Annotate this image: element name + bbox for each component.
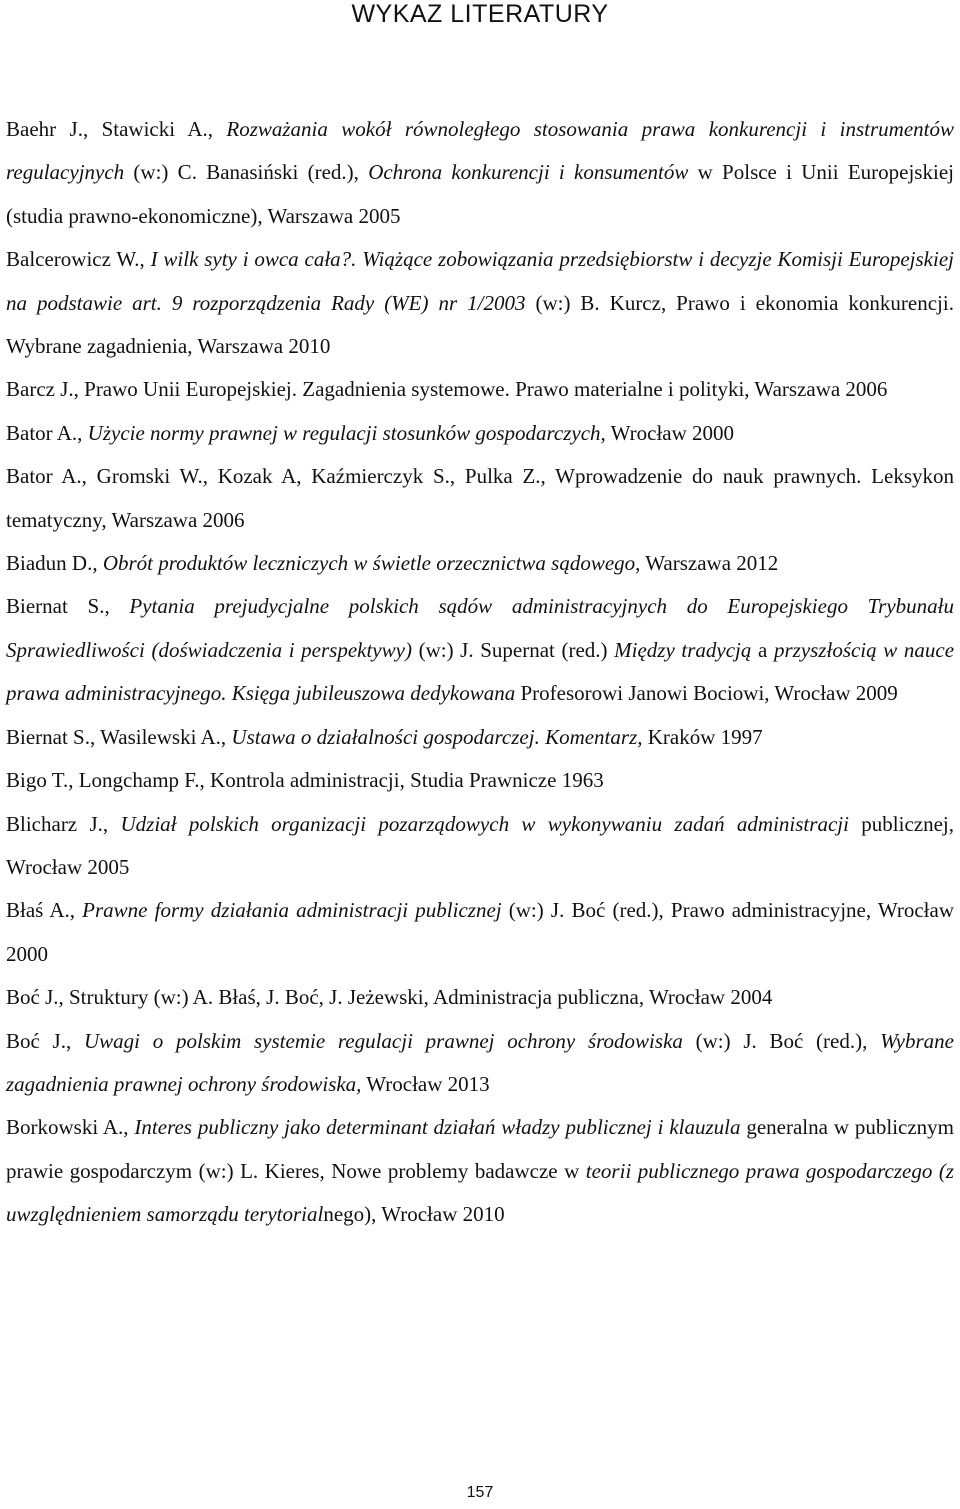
entry-title-italic: I wilk syty i owca cała?. Wiążące zobowiązania przedsiębiorstw i decyzje Komisji Europejskiej na podstawie art. 9 rozporządzenia Rady (WE) nr 1/2003 [6,247,954,315]
entry-title-italic: Udział polskich organizacji pozarządowych w wykonywaniu zadań administracji [120,811,849,836]
entry-text: Bator A., [6,420,88,445]
entry-title-italic: Pytania prejudycjalne polskich sądów administracyjnych do Europejskiego Trybunału Sprawiedliwości (doświadczenia i perspektywy) [6,594,954,662]
bibliography-entry [6,1106,954,1236]
bibliography-entry [6,412,954,455]
entry-text: Kraków 1997 [642,724,763,749]
entry-title-italic: Uwagi o polskim systemie regulacji prawnej ochrony środowiska [83,1028,683,1053]
bibliography-entry [6,455,954,542]
entry-text: Boć J., Struktury (w:) A. Błaś, J. Boć, J. Jeżewski, Administracja publiczna, Wrocław 2004 [6,985,773,1010]
entry-text: Blicharz J., [6,811,121,836]
page-title: WYKAZ LITERATURY [351,0,609,28]
bibliography-entry [6,585,954,715]
bibliography-entry [6,716,954,759]
bibliography-entry [6,238,954,368]
entry-title-italic: Ustawa o działalności gospodarczej. Komentarz, [231,724,643,749]
entry-text: a [751,637,774,662]
bibliography-entry [6,108,954,238]
entry-text: (w:) C. Banasiński (red.), [124,160,369,185]
entry-text: Balcerowicz W., [6,247,151,272]
entry-text: Baehr J., Stawicki A., [6,117,227,141]
entry-title-italic: teorii publicznego prawa gospodarczego (z uwzględnieniem samorządu terytorial [6,1158,954,1227]
entry-title-italic: przyszłością w nauce prawa administracyjnego. Księga jubileuszowa dedykowana [6,637,955,706]
entry-title-italic: Obrót produktów leczniczych w świetle orzecznictwa sądowego [102,551,636,576]
bibliography-entry [6,368,954,411]
entry-text: generalna w publicznym prawie gospodarczym (w:) L. Kieres, Nowe problemy badawcze w [6,1115,954,1183]
entry-title-italic: Prawne formy działania administracji publicznej [82,898,502,923]
entry-text: Biernat S., [6,594,130,619]
entry-title-italic: Wybrane zagadnienia prawnej ochrony środowiska, [6,1028,954,1096]
entry-title-italic: Rozważania wokół równoległego stosowania prawa konkurencji i instrumentów regulacyjnych [6,117,954,185]
entry-text: , Warszawa 2012 [635,551,779,576]
entry-text: Biadun D., [6,551,103,576]
bibliography-entry [6,542,954,585]
entry-text: Wrocław 2013 [361,1071,490,1096]
entry-text: Biernat S., Wasilewski A., [6,724,232,749]
entry-title-italic: Użycie normy prawnej w regulacji stosunków gospodarczych, [87,420,606,445]
entry-text: (w:) J. Boć (red.), [682,1028,881,1053]
entry-text: (w:) J. Supernat (red.) [411,637,615,662]
bibliography-list [6,108,954,1237]
bibliography-entry [6,976,954,1019]
entry-title-italic: Między tradycją [614,637,752,662]
bibliography-entry [6,759,954,802]
entry-text: Błaś A., [6,898,83,923]
entry-text: Boć J., [6,1028,84,1053]
entry-text: Wrocław 2000 [605,420,735,445]
bibliography-entry [6,1020,954,1107]
entry-text: (w:) J. Boć (red.), Prawo administracyjne, Wrocław 2000 [6,898,954,966]
bibliography-entry [6,889,954,976]
entry-text: Bigo T., Longchamp F., Kontrola administracji, Studia Prawnicze 1963 [6,768,604,793]
entry-text: w Polsce i Unii Europejskiej (studia prawno-ekonomiczne), Warszawa 2005 [6,160,954,228]
entry-title-italic: Ochrona konkurencji i konsumentów [368,160,689,185]
entry-text: (w:) B. Kurcz, Prawo i ekonomia konkurencji. Wybrane zagadnienia, Warszawa 2010 [6,290,954,359]
entry-text: Borkowski A., [6,1115,135,1140]
entry-text: Profesorowi Janowi Bociowi, Wrocław 2009 [515,681,898,706]
entry-text: Barcz J., Prawo Unii Europejskiej. Zagadnienia systemowe. Prawo materialne i polityki, Warszawa 2006 [6,377,888,402]
bibliography-entry [6,803,954,890]
page-number: 157 [466,1484,494,1501]
entry-text: publicznej, Wrocław 2005 [6,811,954,879]
entry-text: Bator A., Gromski W., Kozak A, Kaźmierczyk S., Pulka Z., Wprowadzenie do nauk prawnych. Leksykon tematyczny, Warszawa 2006 [6,464,954,532]
entry-text: nego), Wrocław 2010 [323,1202,505,1227]
entry-title-italic: Interes publiczny jako determinant działań władzy publicznej i klauzula [134,1115,741,1140]
